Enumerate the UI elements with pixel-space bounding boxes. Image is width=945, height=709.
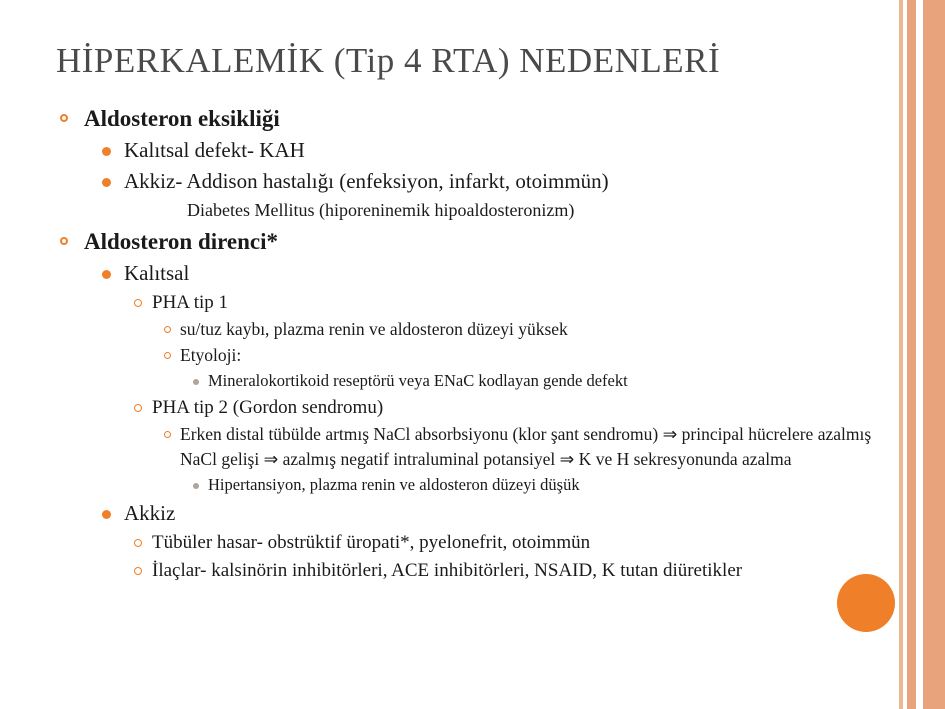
list-item-label: PHA tip 2 (Gordon sendromu) xyxy=(152,397,384,418)
ring-bullet-icon xyxy=(60,237,68,245)
list-item-label: Etyoloji: xyxy=(180,345,242,365)
list-item-kalitsal-defekt xyxy=(52,136,902,165)
list-item-akkiz xyxy=(52,499,902,528)
list-item-pha1-etyoloji-detail xyxy=(52,369,902,393)
list-item-ilaclar xyxy=(52,557,902,584)
list-item-diabetes-mellitus xyxy=(52,197,902,223)
list-item-label: Akkiz xyxy=(124,501,176,525)
list-item-kalitsal xyxy=(52,259,902,288)
small-ring-bullet-icon xyxy=(134,539,142,547)
list-item-label: İlaçlar- kalsinörin inhibitörleri, ACE inhibitörleri, NSAID, K tutan diüretikler xyxy=(152,560,743,581)
tiny-ring-bullet-icon xyxy=(164,326,171,333)
list-item-pha1-etyoloji xyxy=(52,343,902,368)
tiny-dot-bullet-icon xyxy=(193,379,199,385)
list-item-pha-tip-2 xyxy=(52,394,902,421)
dot-bullet-icon xyxy=(102,147,111,156)
list-item-label: Aldosteron direnci* xyxy=(84,229,279,254)
list-item-aldosteron-direnci xyxy=(52,227,902,257)
list-item-label: Tübüler hasar- obstrüktif üropati*, pyelonefrit, otoimmün xyxy=(152,532,591,553)
list-item-pha2-sub2 xyxy=(52,473,902,497)
list-item-pha2-sub1 xyxy=(52,422,902,472)
list-item-aldosteron-eksikligi xyxy=(52,104,902,134)
list-item-label: Erken distal tübülde artmış NaCl absorbsiyonu (klor şant sendromu) ⇒ principal hücrelere azalmış NaCl gelişi ⇒ azalmış negatif intraluminal potansiyel ⇒ K ve H sekresyonunda azalma xyxy=(180,424,872,469)
decorative-stripe-inner xyxy=(907,0,916,709)
list-item-tubuler-hasar xyxy=(52,529,902,556)
list-item-pha1-sub1 xyxy=(52,317,902,342)
list-item-label: Hipertansiyon, plazma renin ve aldosteron düzeyi düşük xyxy=(208,475,580,494)
list-item-label: PHA tip 1 xyxy=(152,292,229,313)
small-ring-bullet-icon xyxy=(134,404,142,412)
list-item-pha-tip-1 xyxy=(52,289,902,316)
list-item-label: su/tuz kaybı, plazma renin ve aldosteron düzeyi yüksek xyxy=(180,319,568,339)
list-item-label: Akkiz- Addison hastalığı (enfeksiyon, infarkt, otoimmün) xyxy=(124,169,609,193)
list-item-label: Kalıtsal defekt- KAH xyxy=(124,138,305,162)
tiny-dot-bullet-icon xyxy=(193,483,199,489)
tiny-ring-bullet-icon xyxy=(164,352,171,359)
list-item-label: Diabetes Mellitus (hiporeninemik hipoaldosteronizm) xyxy=(187,200,575,220)
list-item-label: Aldosteron eksikliği xyxy=(84,106,280,131)
page-title: HİPERKALEMİK (Tip 4 RTA) NEDENLERİ xyxy=(56,41,721,80)
small-ring-bullet-icon xyxy=(134,567,142,575)
dot-bullet-icon xyxy=(102,510,111,519)
decorative-stripe-outer xyxy=(923,0,945,709)
ring-bullet-icon xyxy=(60,114,68,122)
list-item-label: Kalıtsal xyxy=(124,261,190,285)
dot-bullet-icon xyxy=(102,178,111,187)
list-item-label: Mineralokortikoid reseptörü veya ENaC kodlayan gende defekt xyxy=(208,371,628,390)
list-item-akkiz-addison xyxy=(52,167,902,196)
decorative-stripe-mid xyxy=(916,0,923,709)
dot-bullet-icon xyxy=(102,270,111,279)
small-ring-bullet-icon xyxy=(134,299,142,307)
slide-body xyxy=(52,100,902,584)
tiny-ring-bullet-icon xyxy=(164,431,171,438)
